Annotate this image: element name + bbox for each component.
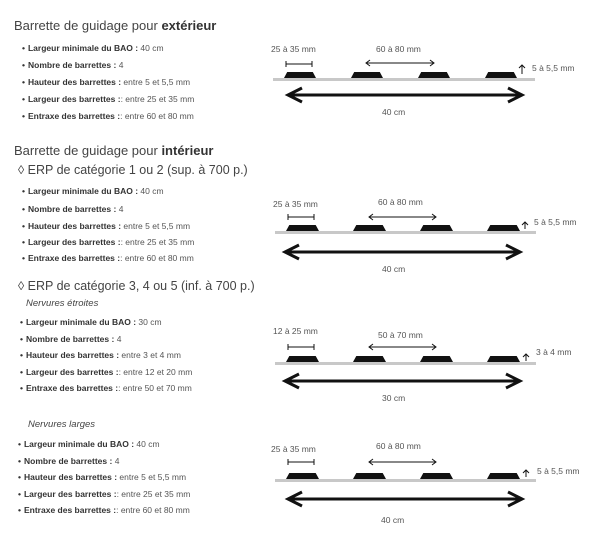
spec-key: Entraxe des barrettes :: [27, 253, 121, 263]
spec-value: : entre 50 et 70 mm: [118, 383, 192, 393]
bullet-icon: •: [18, 505, 21, 515]
height-label: 5 à 5,5 mm: [537, 466, 580, 476]
spec-value: 40 cm: [138, 186, 164, 196]
bullet-icon: •: [22, 186, 25, 196]
bullet-icon: •: [18, 489, 21, 499]
spec-key: Hauteur des barrettes :: [27, 77, 122, 87]
spec-value: 4: [116, 60, 124, 70]
bullet-icon: •: [18, 472, 21, 482]
spec-key: Entraxe des barrettes :: [27, 111, 121, 121]
bullet-icon: •: [22, 221, 25, 231]
spacing-label: 50 à 70 mm: [378, 330, 423, 340]
spec-key: Entraxe des barrettes :: [23, 505, 117, 515]
spec-value: entre 5 et 5,5 mm: [121, 77, 191, 87]
subtitle-nervures-etroites: Nervures étroites: [26, 298, 99, 309]
total-width-label: 30 cm: [382, 393, 406, 403]
height-label: 5 à 5,5 mm: [532, 63, 575, 73]
bullet-icon: •: [20, 317, 23, 327]
spec-value: 40 cm: [138, 43, 164, 53]
bar-width-label: 12 à 25 mm: [273, 326, 318, 336]
spec-value: entre 5 et 5,5 mm: [117, 472, 187, 482]
spacing-label: 60 à 80 mm: [376, 44, 421, 54]
title-prefix: Barrette de guidage pour: [14, 143, 162, 158]
spec-value: : entre 25 et 35 mm: [120, 94, 195, 104]
spec-key: Hauteur des barrettes :: [25, 350, 120, 360]
total-width-label: 40 cm: [382, 264, 406, 274]
bullet-icon: •: [20, 334, 23, 344]
spec-key: Nombre de barrettes :: [27, 60, 117, 70]
bullet-icon: •: [20, 367, 23, 377]
bullet-icon: •: [22, 111, 25, 121]
bar-width-label: 25 à 35 mm: [271, 44, 316, 54]
bullet-icon: •: [20, 383, 23, 393]
bullet-icon: •: [22, 237, 25, 247]
spec-value: : entre 60 et 80 mm: [116, 505, 190, 515]
spec-value: 4: [112, 456, 120, 466]
category-heading-3-4-5: ◊ ERP de catégorie 3, 4 ou 5 (inf. à 700 p.): [18, 279, 255, 293]
bullet-icon: •: [22, 204, 25, 214]
spec-key: Entraxe des barrettes :: [25, 383, 119, 393]
spec-value: : entre 12 et 20 mm: [118, 367, 193, 377]
spec-value: : entre 60 et 80 mm: [120, 253, 194, 263]
spec-key: Largeur minimale du BAO :: [25, 317, 137, 327]
bullet-icon: •: [22, 43, 25, 53]
spec-value: entre 3 et 4 mm: [119, 350, 181, 360]
spec-key: Nombre de barrettes :: [27, 204, 117, 214]
bullet-icon: •: [18, 439, 21, 449]
height-label: 3 à 4 mm: [536, 347, 572, 357]
barrette-shape: [286, 473, 319, 479]
spec-key: Largeur des barrettes :: [25, 367, 119, 377]
barrette-shape: [353, 473, 386, 479]
barrette-shape: [487, 473, 520, 479]
title-bold: extérieur: [161, 18, 217, 33]
bullet-icon: •: [22, 94, 25, 104]
baseline: [275, 479, 536, 482]
spec-value: 30 cm: [136, 317, 162, 327]
spec-value: : entre 25 et 35 mm: [116, 489, 191, 499]
spec-key: Largeur des barrettes :: [27, 237, 121, 247]
spec-key: Nombre de barrettes :: [25, 334, 115, 344]
bullet-icon: •: [18, 456, 21, 466]
spec-key: Largeur minimale du BAO :: [27, 43, 139, 53]
bullet-icon: •: [22, 253, 25, 263]
bullet-icon: •: [20, 350, 23, 360]
spec-key: Largeur minimale du BAO :: [23, 439, 135, 449]
spec-key: Nombre de barrettes :: [23, 456, 113, 466]
spec-value: 4: [114, 334, 122, 344]
category-heading-1-2: ◊ ERP de catégorie 1 ou 2 (sup. à 700 p.): [18, 163, 248, 177]
subtitle-nervures-larges: Nervures larges: [28, 419, 96, 430]
barrette-shape: [420, 473, 453, 479]
total-width-label: 40 cm: [382, 107, 406, 117]
title-prefix: Barrette de guidage pour: [14, 18, 162, 33]
spec-key: Hauteur des barrettes :: [23, 472, 118, 482]
total-width-label: 40 cm: [381, 515, 405, 525]
spec-key: Largeur des barrettes :: [23, 489, 117, 499]
bar-width-label: 25 à 35 mm: [271, 444, 316, 454]
bullet-icon: •: [22, 77, 25, 87]
spec-key: Largeur minimale du BAO :: [27, 186, 139, 196]
spec-key: Hauteur des barrettes :: [27, 221, 122, 231]
spec-value: : entre 25 et 35 mm: [120, 237, 195, 247]
spec-value: : entre 60 et 80 mm: [120, 111, 194, 121]
spec-key: Largeur des barrettes :: [27, 94, 121, 104]
title-bold: intérieur: [161, 143, 214, 158]
spec-value: 4: [116, 204, 124, 214]
bullet-icon: •: [22, 60, 25, 70]
height-label: 5 à 5,5 mm: [534, 217, 577, 227]
spec-value: 40 cm: [134, 439, 160, 449]
spacing-label: 60 à 80 mm: [376, 441, 421, 451]
bar-width-label: 25 à 35 mm: [273, 199, 318, 209]
spacing-label: 60 à 80 mm: [378, 197, 423, 207]
spec-value: entre 5 et 5,5 mm: [121, 221, 191, 231]
